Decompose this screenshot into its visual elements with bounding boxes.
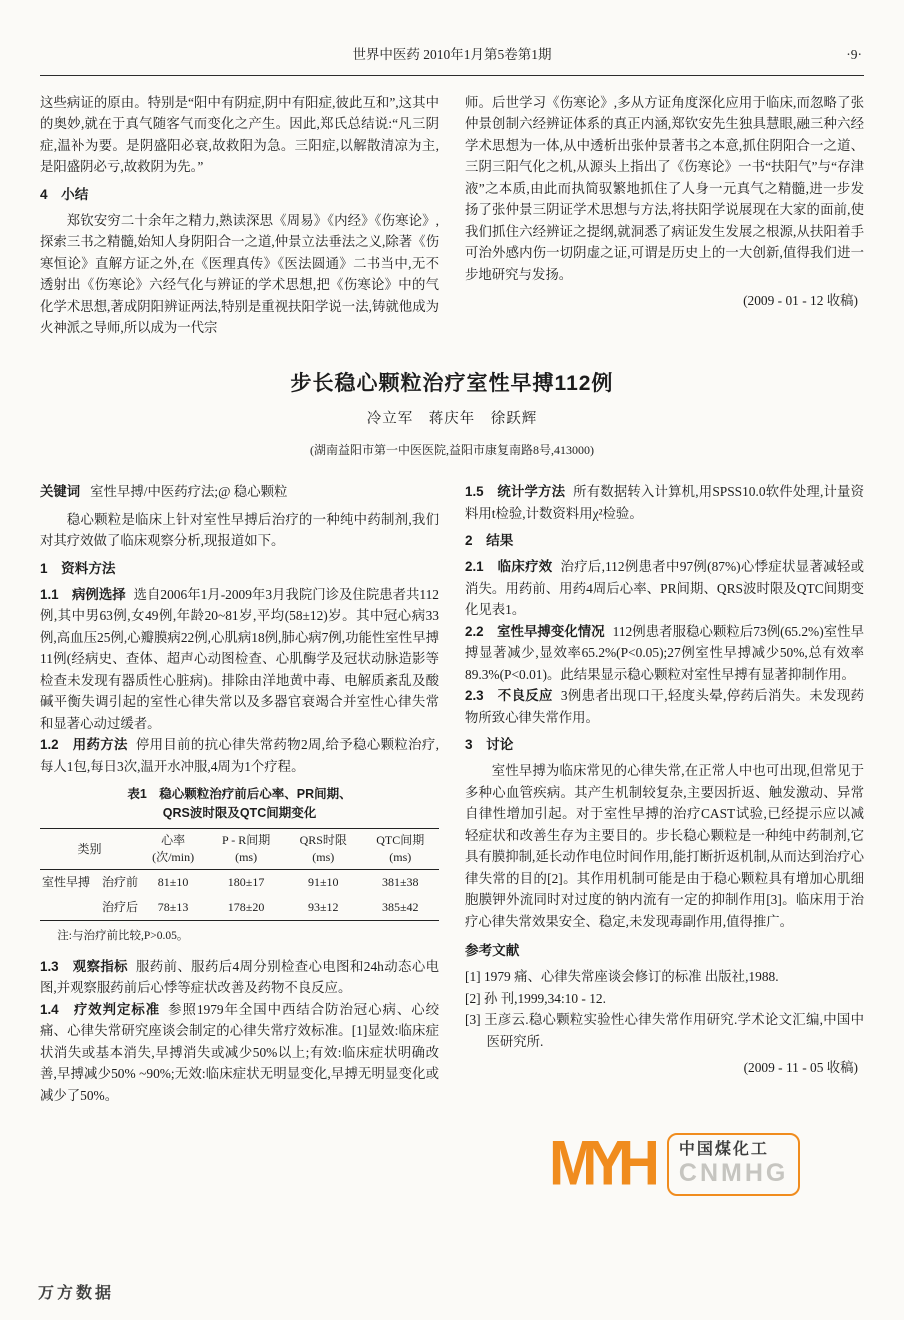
received-date: (2009 - 11 - 05 收稿) xyxy=(743,1060,858,1075)
watermark-chinese-text: 中国煤化工 xyxy=(678,1140,769,1158)
paragraph: 郑钦安穷二十余年之精力,熟读深思《周易》《内经》《伤寒论》,探索三书之精髓,始知人身阴阳合一之道,仲景立法垂法之义,除著《伤寒恒论》直解方证之外,在《医理真传》《医法圆通》二书当中,无不透射出《伤寒论》六经气化与辨证的学术思想,把《伤寒论》中的气化学术思想,著成阴阳辨证两法,特别是重视扶阳学说一法,铸就他成为火神派之导师,所以成为一代宗 xyxy=(40,212,439,335)
subsection-text: 治疗后,112例患者中97例(87%)心悸症状显著减轻或消失。用药前、用药4周后心率、PR间期、QRS波时限及QTC间期变化见表1。 xyxy=(465,559,864,617)
table-header-row xyxy=(40,829,439,870)
section-heading-results: 2 结果 xyxy=(465,533,514,548)
article1-left-column xyxy=(40,92,439,339)
reference-item: [1] 1979 痛、心律失常座谈会修订的标准 出版社,1988. xyxy=(465,969,779,984)
discussion-paragraph: 室性早搏为临床常见的心律失常,在正常人中也可出现,但常见于多种心血管疾病。其产生机制较复杂,主要因折返、触发激动、异常自律性增加引起。对于室性早搏的治疗CAST试验,已经提示应以减轻症状和改善生存为主要目的。步长稳心颗粒是一种纯中药制剂,它具有膜抑制,延长动作电位时间作用,能打断折返机制,从而达到治疗心律失常的目的[2]。其作用机制可能是由于稳心颗粒具有增加心肌细胞膜钾外流同时对过度的钠内流有一定的抑制作用[3]。临床用于治疗心律失常效果安全、稳定,未发现毒副作用,值得推广。 xyxy=(465,763,864,929)
cell-qrs: 91±10 xyxy=(307,875,339,889)
table-caption-line1: 表1 稳心颗粒治疗前后心率、PR间期、 xyxy=(127,787,352,801)
paragraph: 这些病证的原由。特别是“阳中有阴症,阴中有阳症,彼此互和”,这其中的奥妙,就在于真气随客气而变化之产生。因此,郑氏总结说:“凡三阴症,温补为要。是阴盛阳必衰,故救阳为急。三阳症,以解散清凉为主,是阳盛阴必亏,故救阴为先。” xyxy=(40,94,439,174)
col-header-heart-rate: 心率 (次/min) xyxy=(152,833,195,864)
subsection-1-4 xyxy=(40,999,439,1107)
journal-title: 世界中医药 2010年1月第5卷第1期 xyxy=(352,47,552,62)
reference-item: [3] 王彦云.稳心颗粒实验性心律失常作用研究.学术论文汇编,中国中医研究所. xyxy=(465,1012,864,1049)
subsection-1-1 xyxy=(40,584,439,735)
results-table xyxy=(40,828,439,921)
subsection-label: 2.1 临床疗效 xyxy=(465,559,553,574)
col-header-qrs: QRS时限 (ms) xyxy=(299,833,347,864)
cell-qrs: 93±12 xyxy=(307,900,339,914)
subsection-1-3 xyxy=(40,956,439,999)
article2-right-column xyxy=(465,481,864,1106)
cell-heart-rate: 81±10 xyxy=(157,875,189,889)
article-affiliation: (湖南益阳市第一中医医院,益阳市康复南路8号,413000) xyxy=(310,442,594,457)
reference-item: [2] 孙 刊,1999,34:10 - 12. xyxy=(465,990,606,1006)
col-header-pr-interval: P - R间期 (ms) xyxy=(221,833,271,864)
subsection-text: 所有数据转入计算机,用SPSS10.0软件处理,计量资料用t检验,计数资料用χ²检验。 xyxy=(465,484,864,521)
subsection-label: 1.1 病例选择 xyxy=(40,586,126,602)
subsection-label: 1.5 统计学方法 xyxy=(465,484,566,499)
subsection-label: 2.2 室性早搏变化情况 xyxy=(465,623,605,639)
section-heading-methods: 1 资料方法 xyxy=(40,560,116,576)
article2-left-column xyxy=(40,481,439,1106)
row-label: 治疗后 xyxy=(102,900,139,914)
cnmhg-logo-icon: MYH xyxy=(549,1128,651,1199)
watermark-latin-text: CNMHG xyxy=(678,1159,789,1187)
cell-pr: 180±17 xyxy=(227,875,265,889)
table-row xyxy=(40,870,439,896)
section-heading-discussion: 3 讨论 xyxy=(465,737,514,752)
header-divider xyxy=(40,75,864,76)
running-head xyxy=(40,44,864,66)
keywords-line xyxy=(40,481,439,503)
subsection-text: 选自2006年1月-2009年3月我院门诊及住院患者共112例,其中男63例,女49例,年龄20~81岁,平均(58±12)岁。其中冠心病33例,高血压25例,心瓣膜病22例,心肌病18例,肺心病7例,功能性室性早搏11例(经病史、查体、超声心动图检查、心肌酶学及冠状动脉造影等检查未发现有器质性心脏病)。排除由洋地黄中毒、电解质紊乱及酸碱平衡失调引起的室性心律失常以及多器官衰竭合并室性心律失常和显著心动过缓者。 xyxy=(40,586,439,731)
col-header-category: 类别 xyxy=(77,841,102,856)
subsection-label: 2.3 不良反应 xyxy=(465,688,553,703)
subsection-1-5 xyxy=(465,481,864,524)
subsection-text: 112例患者服稳心颗粒后73例(65.2%)室性早搏显著减少,显效率65.2%(P<0.05);27例室性早搏减少50%,总有效率89.3%(P<0.01)。此结果显示稳心颗粒对室性早搏有显著抑制作用。 xyxy=(465,623,864,682)
subsection-text: 停用目前的抗心律失常药物2周,给予稳心颗粒治疗,每人1包,每日3次,温开水冲服,4周为1个疗程。 xyxy=(40,737,439,774)
wanfang-data-watermark: 万方数据 xyxy=(38,1284,115,1302)
subsection-2-1 xyxy=(465,556,864,621)
keywords-label: 关键词 xyxy=(40,484,81,499)
cell-pr: 178±20 xyxy=(227,900,265,914)
table-caption-line2: QRS波时限及QTC间期变化 xyxy=(162,806,317,820)
table-1 xyxy=(40,785,439,948)
subsection-label: 1.4 疗效判定标准 xyxy=(40,1001,161,1017)
subsection-text: 服药前、服药后4周分别检查心电图和24h动态心电图,并观察服药前后心悸等症状改善及药物不良反应。 xyxy=(40,958,439,995)
article2-header xyxy=(0,373,904,462)
table-row xyxy=(40,895,439,921)
cell-qtc: 385±42 xyxy=(381,900,419,914)
subsection-text: 3例患者出现口干,轻度头晕,停药后消失。未发现药物所致心律失常作用。 xyxy=(465,688,864,725)
article1-body xyxy=(0,92,904,339)
cnmhg-watermark xyxy=(549,1116,789,1212)
page-header xyxy=(0,0,904,76)
paragraph: 师。后世学习《伤寒论》,多从方证角度深化应用于临床,而忽略了张仲景创制六经辨证体系的真正内涵,郑钦安先生独具慧眼,融三种六经学术思想为一体,从中透析出张仲景著书之本意,抓住阴阳合一之道、三阴三阳气化之机,从源头上指出了《伤寒论》一书“扶阳气”与“存津液”之本质,由此而执简驭繁地抓住了人身一元真气之精髓,进一步发扬了张仲景三阴证学术思想与方法,将扶阳学说展现在大家的面前,使我们抓住六经辨证之提纲,就洞悉了病证发生发展之根源,从扶阳着手可治外感内伤一切阴虚之证,可谓是历史上的一大创新,值得我们进一步地研究与发扬。 xyxy=(465,94,864,282)
subsection-text: 参照1979年全国中西结合防治冠心病、心绞痛、心律失常研究座谈会制定的心律失常疗效标准。[1]显效:临床症状消失或基本消失,早搏消失或减少50%以上;有效:临床症状明确改善,早搏减少50% ~90%;无效:临床症状无明显变化,早搏无明显变化或减少了50%。 xyxy=(40,1001,439,1103)
subsection-1-2 xyxy=(40,734,439,777)
article1-right-column xyxy=(465,92,864,339)
article-authors: 冷立军 蒋庆年 徐跃辉 xyxy=(366,411,538,427)
table-note: 注:与治疗前比较,P>0.05。 xyxy=(57,930,189,942)
page-number: ·9· xyxy=(846,47,862,62)
references-heading: 参考文献 xyxy=(465,943,520,958)
row-label: 室性早搏 治疗前 xyxy=(42,875,139,889)
keywords-text: 室性早搏/中医药疗法;@ 稳心颗粒 xyxy=(90,484,288,499)
subsection-2-2 xyxy=(465,621,864,686)
col-header-qtc: QTC间期 (ms) xyxy=(376,833,425,864)
article2-body xyxy=(0,481,904,1106)
cnmhg-watermark-text xyxy=(667,1133,800,1196)
intro-paragraph: 稳心颗粒是临床上针对室性早搏后治疗的一种纯中药制剂,我们对其疗效做了临床观察分析,现报道如下。 xyxy=(40,511,439,548)
article-title: 步长稳心颗粒治疗室性早搏112例 xyxy=(290,371,614,395)
received-date: (2009 - 01 - 12 收稿) xyxy=(743,293,858,308)
section-heading-summary: 4 小结 xyxy=(40,186,89,202)
subsection-label: 1.3 观察指标 xyxy=(40,958,128,974)
subsection-2-3 xyxy=(465,685,864,728)
subsection-label: 1.2 用药方法 xyxy=(40,737,128,752)
cell-qtc: 381±38 xyxy=(381,875,419,889)
cell-heart-rate: 78±13 xyxy=(157,900,189,914)
